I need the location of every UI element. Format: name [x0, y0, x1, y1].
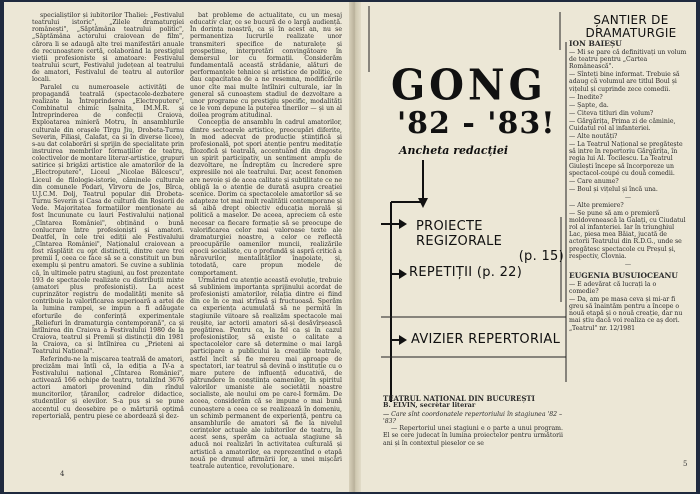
author-name: ION BAIEȘU — [569, 39, 622, 48]
section-heading: TEATRUL NAȚIONAL DIN BUCUREȘTI — [383, 394, 535, 403]
dialogue-line: — Sînteți bine informat. Trebuie să adaug că volumul are titlul Boul și vițelul și cuprinde zece comedii. — [569, 71, 680, 93]
answer-text: — Repertoriul unei stagiuni e o parte a unui program. El se cere judecat în lumina proiectelor pentru următorii ani și în contextul pieselor ce se — [383, 425, 563, 447]
season-years: '82 - '83! — [397, 106, 556, 141]
proiecte-line-2: (p. 15) — [518, 249, 564, 264]
dialogue-line: — Inedite? — [569, 93, 603, 101]
dialogue-line: — Da, am pe masa ceva și mi-ar fi greu să înaintăm pentru a începe o nouă etapă și o nouă creație, dar nu mai știu dacă voi realiza ce aș dori. — [569, 296, 683, 325]
dialogue-line: „Teatrul" nr. 12/1981 — [569, 325, 636, 333]
dialogue-line: — Mi se pare că definitivați un volum de teatru pentru „Cartea Românească". — [569, 49, 687, 71]
left-page — [4, 2, 349, 492]
dialogue-line: — Gărgărița, Prima zi de căminie, Cuidatul rol al infanteriei. — [569, 117, 676, 133]
dialogue-line: — Boul și vițelul și încă una. — [569, 185, 658, 193]
paragraph: Concepția de ansamblu în cadrul amatorilor, dintre sectoarele artistice, preocupări diferite, în mod adecvat de producție științifică și profesională, pot spori atenție pentru meditație filozofică și teatrală, accentuând din dragoste un spirit participativ, un sentiment amplu de dezvoltare, ne îndreptăm cu încredere spre expresiile noi ale teatrului. Dar, acest fenomen are nevoie și de acea calitate și subtilitate ce ne obligă la o atenție de durată asupra creației scenice. Dorim ca spectacolele amatorilor să se adapteze tot mai mult realității contemporane și să aibă drept obiectiv educația morală și politică a maselor. De aceea, apreciem că este necesar ca fiecare formație să se preocupe de valorificarea celor mai valoroase texte ale dramaturgiei noastre, a celor ce reflectă preocupările oamenilor muncii, realizările epocii socialiste, cu o profundă și aspră critică a năravurilor, mentalităților înapoiate, și, totodată, care propun modele de comportament. — [190, 119, 342, 277]
question-text: — Care sînt coordonatele repertoriului în stagiunea '82 – '83? — [383, 411, 563, 426]
right-page — [361, 2, 696, 492]
santier-line-2: DRAMATURGIE — [585, 26, 677, 40]
national-theatre-section — [383, 395, 563, 447]
dialogue-line: — Care anume? — [569, 177, 619, 185]
paragraph: Paralel cu numeroasele activități de propagandă teatrală (spectacole-dezbatere realizate la Întreprinderea „Electroputere", Combinatul chimic Ișalnița, IM.M.R. și Întreprinderea de confecții Craiova, Exploatarea minieră Motru, în ansamblurile culturale din orașele Tîrgu Jiu, Drobeta-Turnu Severin, Filiași, Calafat, ca și în diverse licee), s-au dat colaborări și sprijin de specialitate prin instruirea membrilor formațiilor de teatru, colectivelor de montare literar-artistice, grupuri satirice și brigăzi artistice ale amatorilor de la „Electroputere", Liceul „Nicolae Bălcescu", Liceul de filologie-istorie, căminele culturale din comunele Podari, Vîrvoru de Jos, Bîrca, U.J.C.M. Dolj, Teatrul popular din Drobeta-Turnu Severin și Casa de cultură din Roșiorii de Vede. Majoritatea formațiilor menționate au fost încununate cu lauri Festivalului național „Cîntarea României", obținând o bună conlucrare între profesioniști și amatori. Deatfel, în cele trei ediții ale Festivalului „Cîntarea României", Naționalul craiovean a fost răsplătit cu opt distincții, dintre care trei premii I, ceea ce face să se a constituit un bun exemplu și pentru amatori. Se cuvine a sublinia că, în ultimele patru stagiuni, au fost prezentate 193 de spectacole realizate cu distribuții mixte (amatori plus profesioniști). La acest cuprinzător registru de modalități menite să contribuie la valorificarea superioară a artei de la lumina rampei, se impun a fi adăugate eforturile de conferință experimentale „Reliefuri în dramaturgia contemporană", ca și întîlnirea din Craiova a Festivalului 1980 de la Craiova, teatrul și Premii și distincții din 1981 la Craiova, ca și întîlnirea cu „Prieteni ai Teatrului Național". — [32, 83, 184, 356]
proiecte-line-1: PROIECTE REGIZORALE — [416, 219, 503, 249]
magazine-spread — [4, 2, 696, 492]
page-number-right: 5 — [683, 460, 688, 468]
separator: — — [624, 260, 632, 268]
survey-subtitle: Ancheta redacției — [399, 144, 509, 157]
proiecte-label — [416, 219, 564, 264]
left-column-2 — [190, 12, 342, 470]
dialogue-line: — Citeva titluri din volum? — [569, 109, 654, 117]
dialogue-line: — La Teatrul Național se pregătește să intre în repertoriu Gărgărița, în regia lui Al. Tocilescu. La Teatrul Giulești începe să încorporeze un spectacol-coupé cu două comedii. — [569, 141, 683, 177]
binding-gutter — [349, 2, 361, 492]
page-number-left: 4 — [60, 470, 65, 478]
section-subheading: B. ELVIN, secretar literar — [383, 401, 476, 410]
dialogue-line: — Alte noutăți? — [569, 133, 618, 141]
gong-title: GONG — [391, 60, 547, 111]
author-name: EUGENIA BUSUIOCEANU — [569, 270, 678, 280]
dialogue-line: — Alte premiere? — [569, 201, 624, 209]
dialogue-line: — Șapte, da. — [569, 101, 609, 109]
left-column-1 — [32, 12, 184, 462]
interview-column — [569, 36, 687, 334]
paragraph: specialiștilor și iubitorilor Thaliei: „Festivalul teatrului istoric", „Zilele dramaturgiei românești", „Săptămâna teatrului politic", „Săptămâna actorului craiovean de film", cărora li se adaugă alte trei manifestări anuale de recunoaștere certă, colaborând la prestigiul vieții profesioniste și amatoare: Festivalul teatrului scurt, Festivalul județean al teatrului de amatori, Festivalul de teatru al autorilor locali. — [32, 12, 184, 84]
santier-line-1: ȘANTIER DE — [593, 13, 669, 27]
dialogue-line: — E adevărat că lucrați la o comedie? — [569, 280, 657, 295]
separator: — — [624, 193, 632, 201]
dialogue-line: — Se pune să am o premieră moldovenească la Galați, cu Ciudatul rol al infanteriei. Iar în triunghiul Lac, piesa mea Băiat, jucată de actorii Teatrului din R.D.G., unde se pregătesc spectacole cu Preșul și, respectiv, Clovnia. — [569, 210, 686, 260]
paragraph: Urmărind cu atenție această evoluție, trebuie să subliniem importanța sprijinului acordat de profesioniști amatorilor, relația dintre ei fiind din ce în ce mai strînsă și fructuoasă. Sperăm ca experiența acumulată să ne permită în stagiunile viitoare să realizăm spectacole mai reușite, iar actorii amatori să-și desăvîrșească pregătirea. Pentru ca, la fel ca și în cazul profesioniștilor, să existe o calitate a spectacolelor care să determine o mai largă participare a publicului la creațiile teatrale, astfel încît să fie mereu mai aproape de spectatori, iar teatrul să devină o instituție cu o mare putere de influență educativă, de pătrundere în conștiința oamenilor, în spiritul valorilor umaniste ale societății noastre socialiste, ale noului om pe care-l formăm. De aceea, considerăm că se impune o mai bună cunoaștere a ceea ce se realizează în domeniu, un schimb permanent de experiență, pentru ca ansamblurile de amatori să fie la nivelul cerințelor actuale ale iubitorilor de teatru, în acest sens, sperăm ca actuala stagiune să aducă noi realizări în activitatea culturală și artistică a amatorilor, ea reprezentînd o etapă nouă pe drumul afirmării lor, a unei mișcări teatrale autentice, revoluționare. — [190, 276, 342, 470]
avizier-label: AVIZIER REPERTORIAL — [411, 332, 561, 347]
paragraph: bat probleme de actualitate, cu un mesaj educativ clar, ce se bucură de o largă audiență. În dorința noastră, ca și în acest an, nu se permanentiza lucrurile realizate unor transmiteri specifice de naturalețe și prospețime, interpretări convingătoare în demersul lor cu formații. Considerăm fundamentală această strădanie, alături de performanțele tehnice și artistice de poliție, ce dau capacitatea de a ne resemna, modificările unor cîte mai multe întîlniri culturale, iar în general să cunoaștem stadiul de dezvoltare a unor programe cu prestigiu specific, modalități ce le vom depune la puterea tinerilor — și un al doilea program atitudinal. — [190, 12, 342, 120]
paragraph: Referindu-ne la mișcarea teatrală de amatori, precizăm mai întîi că, la ediția a IV-a a Festivalului național „Cîntarea României", activează 166 echipe de teatru, totalizînd 3676 actori amatori provenind din rîndul muncitorilor, țăranilor, cadrelor didactice, studenților și elevilor. S-a pus și se pune accentul cu deosebire pe o mărturiă optimă repertorială, pentru piese ce abordează și dez- — [32, 355, 184, 420]
repetitii-label: REPETIȚII (p. 22) — [409, 265, 523, 280]
